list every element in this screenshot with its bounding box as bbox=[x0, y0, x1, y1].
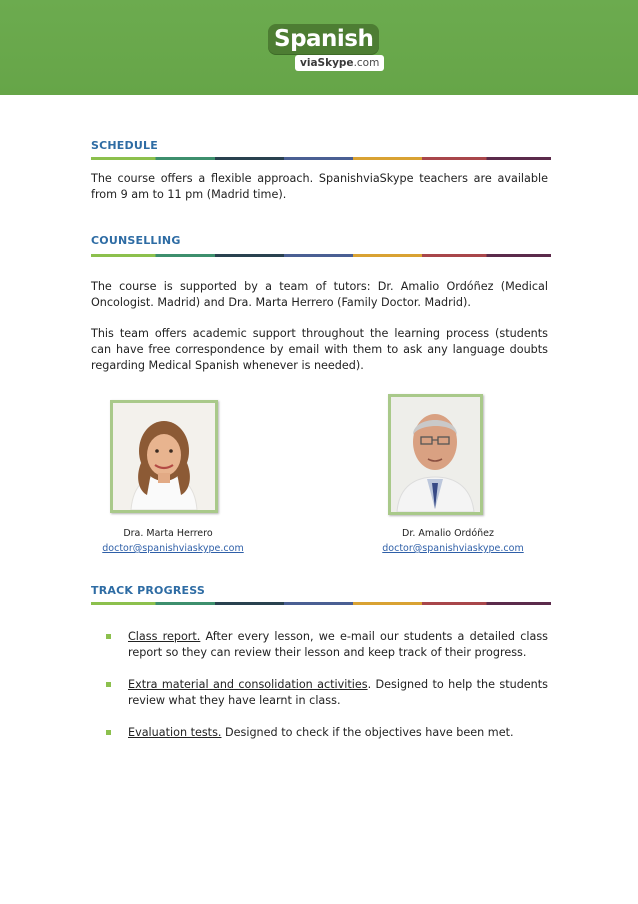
counselling-text-2: This team offers academic support throughout the learning process (students can have free correspondence by email with them to ask any language doubts regarding Medical Spanish whenever is needed). bbox=[91, 327, 548, 372]
counselling-heading: COUNSELLING bbox=[91, 234, 181, 247]
track-progress-heading: TRACK PROGRESS bbox=[91, 584, 205, 597]
bullet-square-icon bbox=[106, 634, 111, 639]
list-item-term: Extra material and consolidation activities bbox=[128, 678, 368, 691]
schedule-heading: SCHEDULE bbox=[91, 139, 158, 152]
caption-amalio-ordonez: Dr. Amalio Ordóñez bbox=[402, 528, 494, 539]
logo-sub-bold: viaSkype bbox=[300, 57, 354, 69]
list-item bbox=[106, 725, 548, 741]
list-item-text: . Designed to help the students review what they have learnt in class. bbox=[128, 678, 548, 707]
portrait-man-icon bbox=[391, 397, 480, 512]
list-item-text: After every lesson, we e-mail our students a detailed class report so they can review their lesson and keep track of their progress. bbox=[128, 630, 548, 659]
list-item-text: Designed to check if the objectives have been met. bbox=[221, 726, 514, 739]
header-banner bbox=[0, 0, 638, 95]
track-progress-list bbox=[106, 629, 548, 757]
counselling-divider bbox=[91, 254, 551, 257]
track-progress-divider bbox=[91, 602, 551, 605]
portrait-woman-icon bbox=[113, 403, 215, 510]
schedule-divider bbox=[91, 157, 551, 160]
logo-main-text: Spanish bbox=[268, 24, 379, 54]
list-item-term: Class report. bbox=[128, 630, 201, 643]
email-link-marta-herrero[interactable]: doctor@spanishviaskype.com bbox=[102, 543, 244, 554]
counselling-text-1: The course is supported by a team of tutors: Dr. Amalio Ordóñez (Medical Oncologist. Madrid) and Dra. Marta Herrero (Family Doctor. Madrid). bbox=[91, 280, 548, 309]
list-item-term: Evaluation tests. bbox=[128, 726, 222, 739]
photo-amalio-ordonez bbox=[388, 394, 483, 515]
bullet-square-icon bbox=[106, 730, 111, 735]
list-item bbox=[106, 677, 548, 709]
photo-marta-herrero bbox=[110, 400, 218, 513]
email-link-amalio-ordonez[interactable]: doctor@spanishviaskype.com bbox=[382, 543, 524, 554]
caption-marta-herrero: Dra. Marta Herrero bbox=[123, 528, 213, 539]
logo-sub-text bbox=[295, 55, 384, 71]
spanishviaskype-logo[interactable] bbox=[268, 24, 378, 74]
bullet-square-icon bbox=[106, 682, 111, 687]
list-item bbox=[106, 629, 548, 661]
schedule-text: The course offers a flexible approach. SpanishviaSkype teachers are available from 9 am to 11 pm (Madrid time). bbox=[91, 172, 548, 201]
logo-sub-domain: .com bbox=[353, 57, 380, 69]
